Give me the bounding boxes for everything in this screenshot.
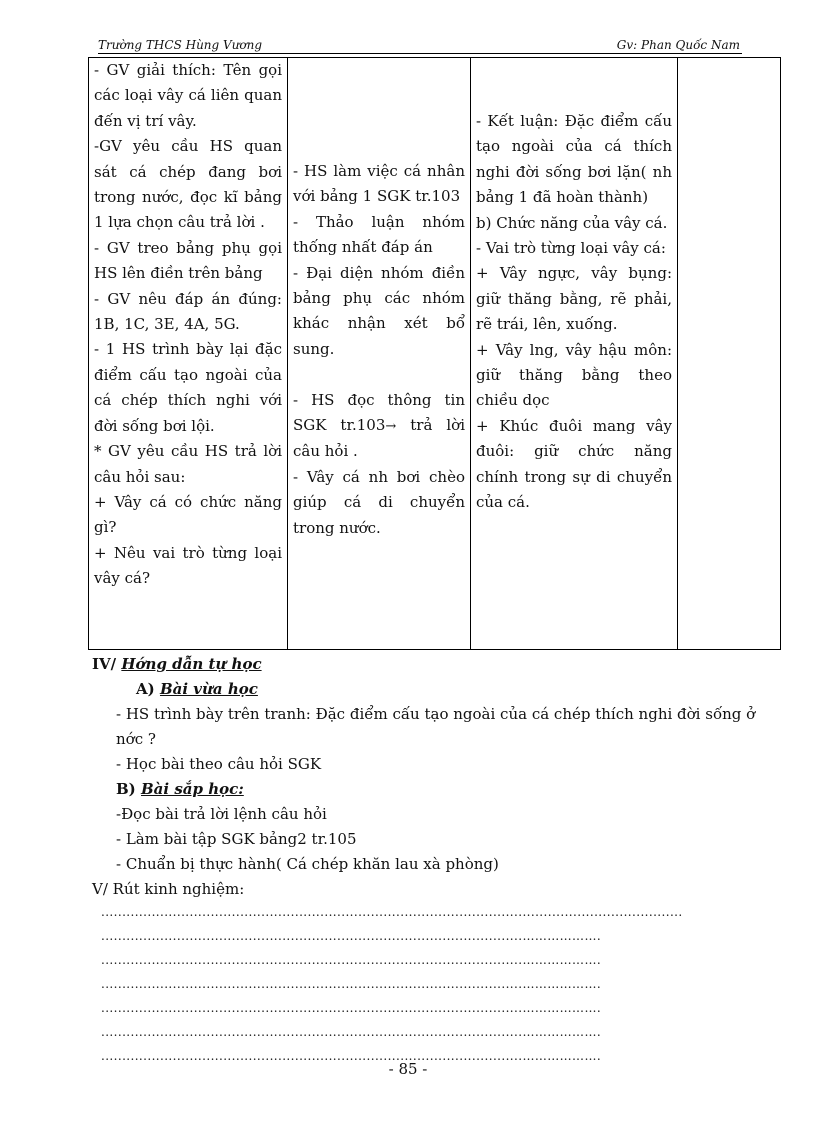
content-text: - Kết luận: Đặc điểm cấu tạo ngoài của cá thích nghi đời sống bơi lặn( nh bảng 1 đã hoàn thành) b) Chức năng của vây cá. - Vai trò từng loại vây cá: + Vây ngực, vây bụng: giữ thăng bằng, rẽ phải, rẽ trái, lên, xuống. + Vây lng, vây hậu môn: giữ thăng bằng theo chiều dọc + Khúc đuôi mang vây đuôi: giữ chức năng chính trong sự di chuyển của cá.: [476, 112, 672, 512]
part-b-line-2: - Làm bài tập SGK bảng2 tr.105: [116, 830, 357, 848]
lesson-table: [88, 57, 781, 650]
dotted-line: ....................................................................................................……………….: [101, 977, 602, 991]
part-b-line-1: -Đọc bài trả lời lệnh câu hỏi: [116, 805, 327, 823]
section-4-title: Hớng dẫn tự học: [121, 655, 262, 673]
part-b-label: B): [116, 780, 141, 798]
dotted-line: ....................................................................................................……………….: [101, 1049, 602, 1063]
part-a-line-1: - HS trình bày trên tranh: Đặc điểm cấu tạo ngoài của cá chép thích nghi đời sống ở: [116, 705, 756, 723]
arrow-icon: →: [385, 419, 397, 435]
part-a-line-3: - Học bài theo câu hỏi SGK: [116, 755, 322, 773]
dotted-line: ....................................................................................................……………….: [101, 1001, 602, 1015]
part-a-line-2: nớc ?: [116, 730, 156, 748]
student-activity-part2: - HS đọc thông tin SGK tr.103: [293, 390, 465, 435]
dotted-line: ....................................................................................................……………….: [101, 1025, 602, 1039]
content-cell: [471, 58, 678, 650]
teacher-activity-cell: [89, 58, 288, 650]
student-activity-part3: trả lời câu hỏi . - Vây cá nh bơi chèo giúp cá di chuyển trong nước.: [293, 416, 465, 537]
section-4-number: IV/: [92, 655, 122, 673]
page-header: [98, 37, 742, 54]
student-activity-part1: - HS làm việc cá nhân với bảng 1 SGK tr.103 - Thảo luận nhóm thống nhất đáp án - Đại diện nhóm điền bảng phụ các nhóm khác nhận xét bổ sung.: [293, 162, 465, 358]
section-5-heading: V/ Rút kinh nghiệm:: [92, 880, 245, 898]
part-a-title: Bài vừa học: [159, 680, 258, 698]
teacher-activity-text: - GV giải thích: Tên gọi các loại vây cá liên quan đến vị trí vây. -GV yêu cầu HS quan sát cá chép đang bơi trong nước, đọc kĩ bảng 1 lựa chọn câu trả lời . - GV treo bảng phụ gọi HS lên điền trên bảng - GV nêu đáp án đúng: 1B, 1C, 3E, 4A, 5G. - 1 HS trình bày lại đặc điểm cấu tạo ngoài của cá chép thích nghi với đời sống bơi lội. * GV yêu cầu HS trả lời câu hỏi sau: + Vây cá có chức năng gì? + Nêu vai trò từng loại vây cá?: [94, 61, 282, 588]
part-a-label: A): [136, 680, 160, 698]
dotted-line: ..........................................................................................................................................: [101, 905, 683, 919]
school-name: Trường THCS Hùng Vương: [98, 38, 263, 52]
page-number: - 85 -: [388, 1060, 428, 1078]
part-b-title: Bài sắp học:: [141, 780, 244, 798]
table-row: [89, 58, 781, 650]
dotted-line: ....................................................................................................……………….: [101, 929, 602, 943]
student-activity-cell: [288, 58, 471, 650]
part-a-heading: [136, 680, 258, 698]
dotted-line: ....................................................................................................……………….: [101, 953, 602, 967]
part-b-heading: [116, 780, 244, 798]
part-b-line-3: - Chuẩn bị thực hành( Cá chép khăn lau xà phòng): [116, 855, 499, 873]
teacher-name: Gv: Phan Quốc Nam: [616, 38, 740, 52]
student-activity-text: [293, 58, 465, 541]
notes-cell: [678, 58, 781, 650]
section-4-heading: [92, 655, 262, 673]
